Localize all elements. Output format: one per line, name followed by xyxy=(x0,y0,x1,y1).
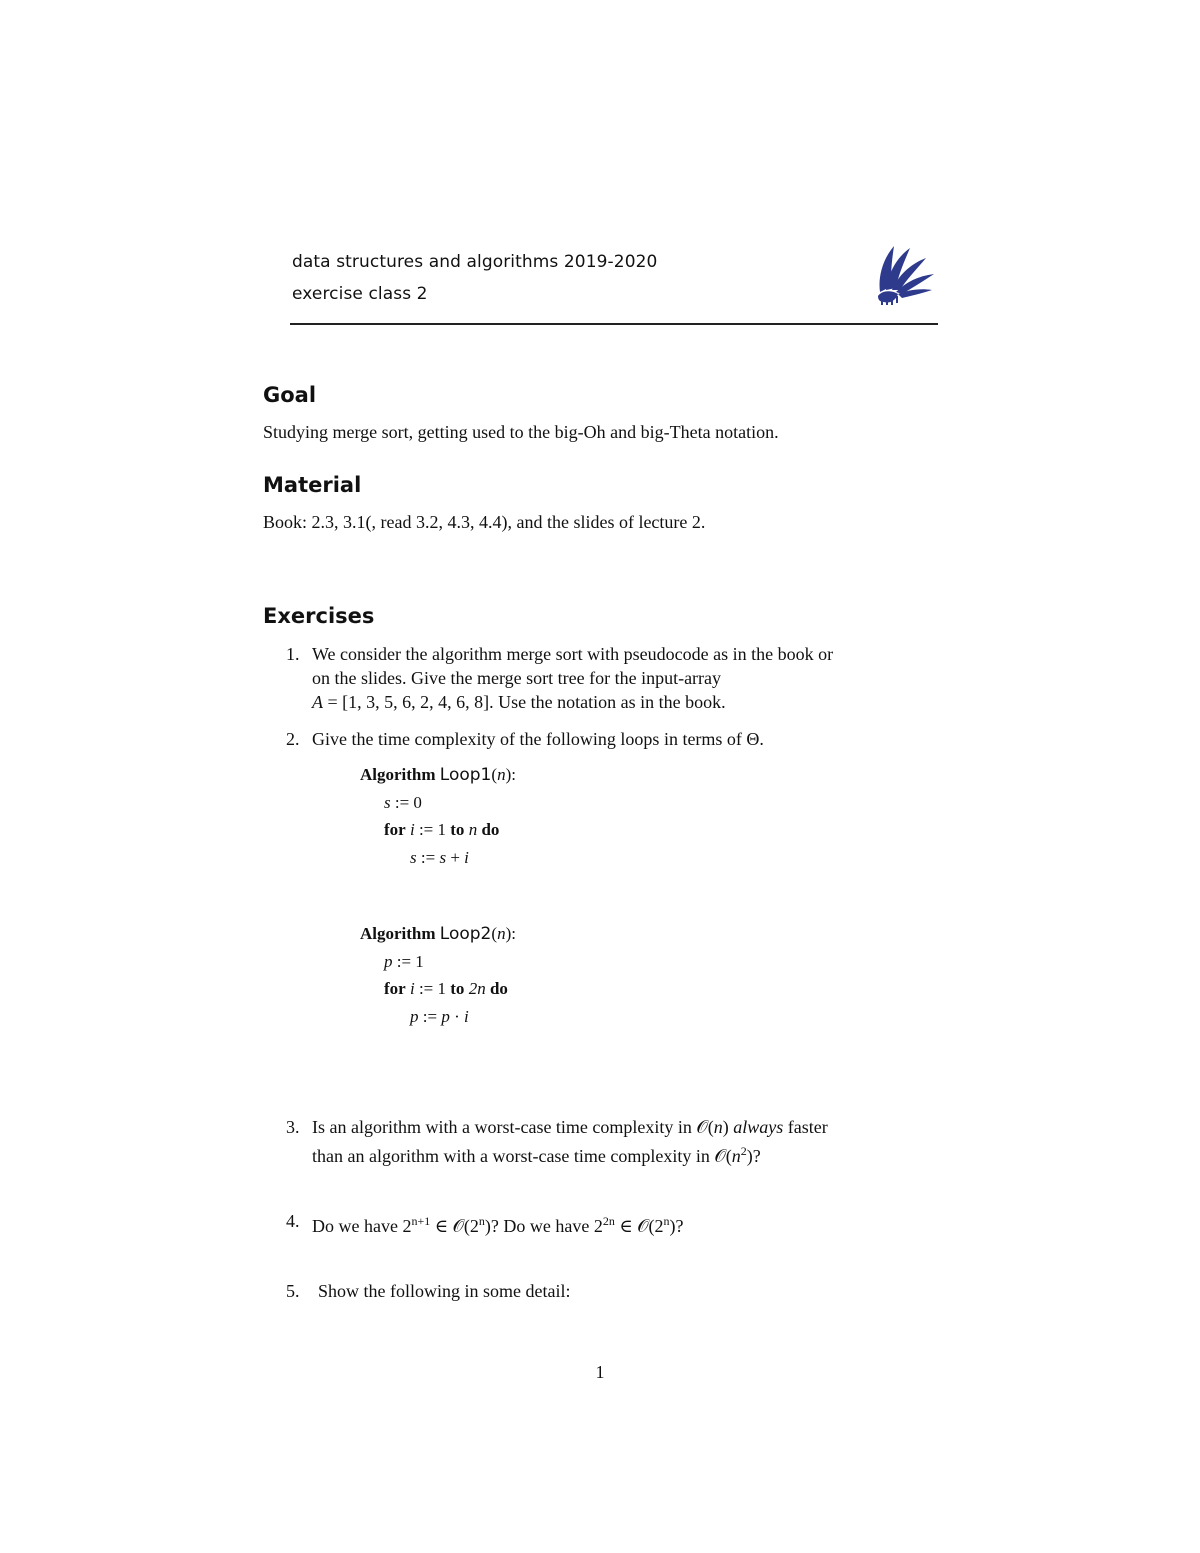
item-2-text: Give the time complexity of the following loops in terms of Θ. xyxy=(312,729,764,749)
header-divider xyxy=(290,323,938,325)
item-1-line-1: We consider the algorithm merge sort with pseudocode as in the book or xyxy=(312,644,834,664)
course-title: data structures and algorithms 2019-2020 xyxy=(292,252,658,272)
exercise-item-4 xyxy=(286,1209,938,1238)
item-4-text: Do we have $2^{n+1}$ ∈ 𝒪(2$^n$)? Do we have $2^{2n}$ ∈ 𝒪(2$^n$)? xyxy=(312,1214,684,1236)
algorithm-loop1 xyxy=(360,765,760,885)
item-number: 4. xyxy=(286,1211,300,1231)
exercises-heading: Exercises xyxy=(263,604,375,628)
exercise-class-subtitle: exercise class 2 xyxy=(292,284,428,304)
algorithm-init-line: p := 1 xyxy=(384,952,424,971)
item-3-line-1: Is an algorithm with a worst-case time complexity in 𝒪(n) always faster xyxy=(312,1117,828,1137)
material-text: Book: 2.3, 3.1(, read 3.2, 4.3, 4.4), and the slides of lecture 2. xyxy=(263,512,706,532)
item-5-text: Show the following in some detail: xyxy=(318,1281,571,1301)
item-number: 1. xyxy=(286,644,300,664)
item-3-line-2: than an algorithm with a worst-case time complexity in $𝒪(n^2)$? xyxy=(312,1144,761,1166)
page-number: 1 xyxy=(595,1362,605,1382)
algorithm-loop2 xyxy=(360,924,760,1044)
algorithm-body-line: p := p · i xyxy=(410,1007,469,1026)
exercise-item-1 xyxy=(286,642,938,714)
griffin-logo-icon xyxy=(872,240,936,306)
item-number: 5. xyxy=(286,1281,300,1301)
algorithm-title: Algorithm Loop2(n): xyxy=(360,924,516,944)
algorithm-init-line: s := 0 xyxy=(384,793,422,812)
goal-text: Studying merge sort, getting used to the big-Oh and big-Theta notation. xyxy=(263,422,779,442)
algorithm-for-line: for i := 1 to 2n do xyxy=(384,979,508,998)
array-value: = [1, 3, 5, 6, 2, 4, 6, 8]. Use the notation as in the book. xyxy=(323,692,726,712)
item-number: 3. xyxy=(286,1117,300,1137)
algorithm-body-line: s := s + i xyxy=(410,848,469,867)
algorithm-for-line: for i := 1 to n do xyxy=(384,820,500,839)
array-variable: A xyxy=(312,692,323,712)
item-1-line-2: on the slides. Give the merge sort tree for the input-array xyxy=(312,668,722,688)
exercise-item-2 xyxy=(286,727,938,751)
goal-heading: Goal xyxy=(263,383,317,407)
emphasis-always: always xyxy=(733,1117,784,1137)
exercise-item-5 xyxy=(286,1279,938,1303)
material-heading: Material xyxy=(263,473,362,497)
algorithm-title: Algorithm Loop1(n): xyxy=(360,765,516,785)
exercise-item-3 xyxy=(286,1115,938,1168)
item-1-line-3 xyxy=(312,690,938,714)
item-number: 2. xyxy=(286,729,300,749)
